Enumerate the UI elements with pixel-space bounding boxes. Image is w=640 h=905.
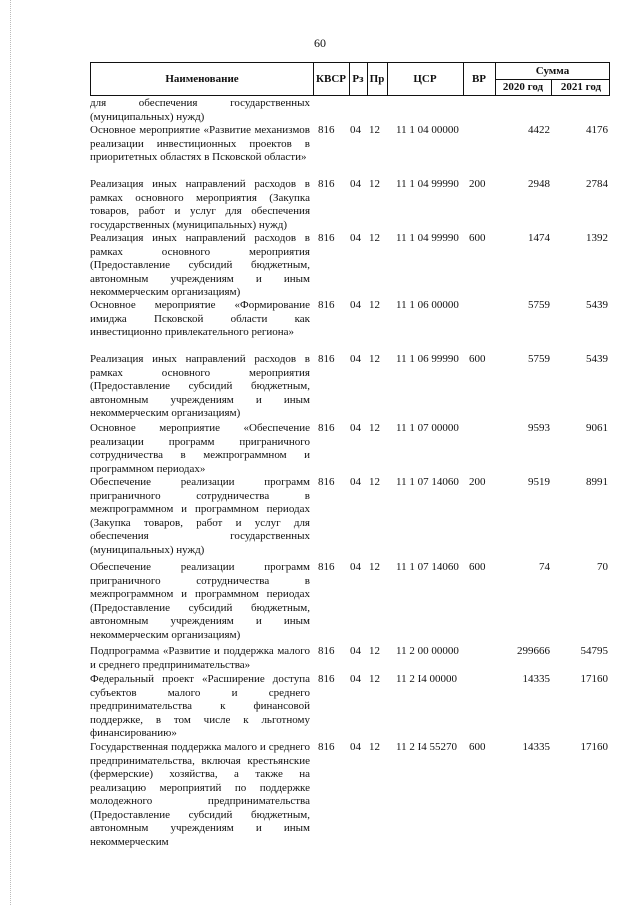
row-rz: 04 <box>350 178 361 190</box>
row-y2021: 8991 <box>586 476 608 488</box>
header-csr: ЦСР <box>387 63 464 95</box>
row-y2020: 299666 <box>517 645 550 657</box>
row-csr: 11 2 I4 00000 <box>396 673 458 685</box>
row-csr: 11 1 07 14060 <box>396 561 459 573</box>
row-y2021: 2784 <box>586 178 608 190</box>
row-name: Основное мероприятие «Формирование имиджа Псковской области как инвестиционно привлекательного региона» <box>90 299 310 338</box>
row-pr: 12 <box>369 232 380 244</box>
row-pr: 12 <box>369 178 380 190</box>
row-kvsr: 816 <box>318 673 335 685</box>
row-pr: 12 <box>369 561 380 573</box>
row-y2020: 74 <box>539 561 550 573</box>
row-y2021: 9061 <box>586 422 608 434</box>
row-kvsr: 816 <box>318 178 335 190</box>
row-vr: 200 <box>469 178 486 190</box>
row-y2021: 17160 <box>580 741 608 753</box>
row-kvsr: 816 <box>318 645 335 657</box>
row-rz: 04 <box>350 673 361 685</box>
row-kvsr: 816 <box>318 476 335 488</box>
row-kvsr: 816 <box>318 299 335 311</box>
row-rz: 04 <box>350 299 361 311</box>
row-y2020: 14335 <box>522 673 550 685</box>
row-rz: 04 <box>350 422 361 434</box>
row-pr: 12 <box>369 299 380 311</box>
row-csr: 11 2 I4 55270 <box>396 741 458 753</box>
row-name: для обеспечения государственных (муниципальных) нужд) <box>90 97 310 123</box>
row-csr: 11 2 00 00000 <box>396 645 459 657</box>
row-pr: 12 <box>369 476 380 488</box>
row-name: Федеральный проект «Расширение доступа субъектов малого и среднего предпринимательства к финансовой поддержке, в том числе к льготному финансированию» <box>90 673 310 739</box>
row-y2020: 5759 <box>528 353 550 365</box>
row-pr: 12 <box>369 353 380 365</box>
row-pr: 12 <box>369 741 380 753</box>
header-2021: 2021 год <box>560 81 602 93</box>
page-edge-mark <box>10 0 11 905</box>
row-rz: 04 <box>350 645 361 657</box>
row-rz: 04 <box>350 476 361 488</box>
row-y2021: 70 <box>597 561 608 573</box>
row-name: Государственная поддержка малого и среднего предпринимательства, включая крестьянские (фермерские) хозяйства, а также на реализацию мероприятий по поддержке молодежного предпринимательства (Предоставление субсидий бюджетным, автономным учреждениям и иным некоммерческим <box>90 741 310 848</box>
row-y2021: 1392 <box>586 232 608 244</box>
row-csr: 11 1 07 00000 <box>396 422 459 434</box>
row-y2021: 5439 <box>586 299 608 311</box>
row-vr: 600 <box>469 232 486 244</box>
page-number: 60 <box>314 36 326 50</box>
row-csr: 11 1 04 99990 <box>396 232 459 244</box>
row-name: Основное мероприятие «Обеспечение реализации программ приграничного сотрудничества в межпрограммном и программном периодах» <box>90 422 310 475</box>
row-vr: 600 <box>469 353 486 365</box>
row-csr: 11 1 06 00000 <box>396 299 459 311</box>
row-rz: 04 <box>350 741 361 753</box>
table-header <box>90 62 610 96</box>
row-csr: 11 1 06 99990 <box>396 353 459 365</box>
row-rz: 04 <box>350 232 361 244</box>
row-csr: 11 1 04 99990 <box>396 178 459 190</box>
row-kvsr: 816 <box>318 353 335 365</box>
row-name: Реализация иных направлений расходов в рамках основного мероприятия (Предоставление субсидий бюджетным, автономным учреждениям и иным некоммерческим организациям) <box>90 232 310 298</box>
row-kvsr: 816 <box>318 741 335 753</box>
header-sum: Сумма <box>495 64 610 80</box>
header-vr: ВР <box>463 63 496 95</box>
row-y2020: 5759 <box>528 299 550 311</box>
row-name: Реализация иных направлений расходов в рамках основного мероприятия (Предоставление субсидий бюджетным, автономным учреждениям и иным некоммерческим организациям) <box>90 353 310 419</box>
row-name: Обеспечение реализации программ приграничного сотрудничества в межпрограммном и программном периодах (Закупка товаров, работ и услуг для обеспечения государственных (муниципальных) нужд) <box>90 476 310 556</box>
row-name: Подпрограмма «Развитие и поддержка малого и среднего предпринимательства» <box>90 645 310 671</box>
header-pr: Пр <box>367 63 388 95</box>
row-rz: 04 <box>350 353 361 365</box>
row-vr: 600 <box>469 561 486 573</box>
row-y2021: 5439 <box>586 353 608 365</box>
row-pr: 12 <box>369 124 380 136</box>
row-pr: 12 <box>369 673 380 685</box>
row-y2020: 9593 <box>528 422 550 434</box>
header-2020: 2020 год <box>495 79 552 95</box>
header-sum-group <box>495 63 610 95</box>
row-vr: 200 <box>469 476 486 488</box>
row-y2020: 14335 <box>522 741 550 753</box>
row-name: Реализация иных направлений расходов в рамках основного мероприятия (Закупка товаров, работ и услуг для обеспечения государственных (муниципальных) нужд) <box>90 178 310 231</box>
row-name: Обеспечение реализации программ приграничного сотрудничества в межпрограммном и программном периодах (Предоставление субсидий бюджетным, автономным учреждениям и иным некоммерческим организациям) <box>90 561 310 641</box>
row-pr: 12 <box>369 422 380 434</box>
row-y2021: 54795 <box>580 645 608 657</box>
row-y2020: 9519 <box>528 476 550 488</box>
row-rz: 04 <box>350 561 361 573</box>
row-kvsr: 816 <box>318 124 335 136</box>
row-kvsr: 816 <box>318 232 335 244</box>
row-pr: 12 <box>369 645 380 657</box>
row-y2021: 17160 <box>580 673 608 685</box>
row-vr: 600 <box>469 741 486 753</box>
row-y2020: 2948 <box>528 178 550 190</box>
row-csr: 11 1 04 00000 <box>396 124 459 136</box>
row-y2020: 4422 <box>528 124 550 136</box>
header-rz: Рз <box>349 63 368 95</box>
row-kvsr: 816 <box>318 422 335 434</box>
row-kvsr: 816 <box>318 561 335 573</box>
header-name: Наименование <box>91 63 314 95</box>
row-csr: 11 1 07 14060 <box>396 476 459 488</box>
row-y2020: 1474 <box>528 232 550 244</box>
row-name: Основное мероприятие «Развитие механизмов реализации инвестиционных проектов в приоритетных областях в Псковской области» <box>90 124 310 163</box>
row-rz: 04 <box>350 124 361 136</box>
header-kvsr: КВСР <box>313 63 350 95</box>
row-y2021: 4176 <box>586 124 608 136</box>
